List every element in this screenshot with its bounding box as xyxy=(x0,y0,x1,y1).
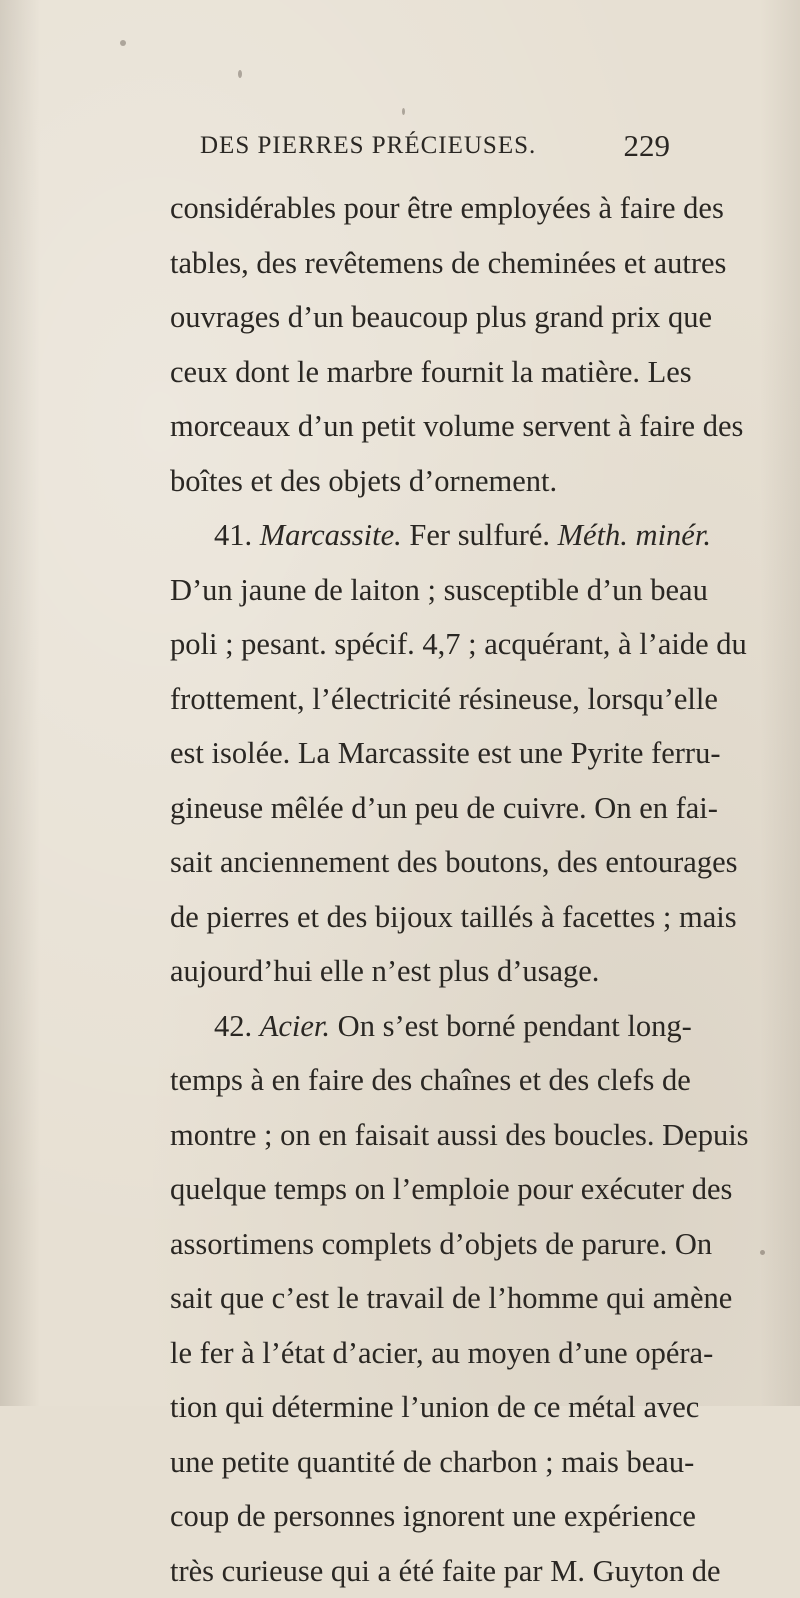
text-line: tion qui détermine l’union de ce métal avec xyxy=(170,1380,680,1435)
text-line: boîtes et des objets d’ornement. xyxy=(170,454,680,509)
text-line: de pierres et des bijoux taillés à facettes ; mais xyxy=(170,890,680,945)
text-line: le fer à l’état d’acier, au moyen d’une opéra- xyxy=(170,1326,680,1381)
running-header xyxy=(200,132,670,172)
text-line: ceux dont le marbre fournit la matière. Les xyxy=(170,345,680,400)
entry-42-number: 42. xyxy=(214,1009,252,1043)
text-line: ouvrages d’un beaucoup plus grand prix que xyxy=(170,290,680,345)
text-line: coup de personnes ignorent une expérience xyxy=(170,1489,680,1544)
text-line: est isolée. La Marcassite est une Pyrite ferru- xyxy=(170,726,680,781)
entry-42-heading-line xyxy=(170,999,680,1054)
entry-41-abbrev: Méth. minér. xyxy=(558,518,711,552)
text-line: temps à en faire des chaînes et des clefs de xyxy=(170,1053,680,1108)
running-title: DES PIERRES PRÉCIEUSES. xyxy=(200,132,536,160)
entry-41-after-term: Fer sulfuré. xyxy=(402,518,558,552)
text-line: montre ; on en faisait aussi des boucles. Depuis xyxy=(170,1108,680,1163)
text-line: poli ; pesant. spécif. 4,7 ; acquérant, à l’aide du xyxy=(170,617,680,672)
text-line: assortimens complets d’objets de parure. On xyxy=(170,1217,680,1272)
entry-41-heading-line xyxy=(170,508,680,563)
paper-speck xyxy=(120,40,126,46)
text-line: gineuse mêlée d’un peu de cuivre. On en fai- xyxy=(170,781,680,836)
paper-speck xyxy=(760,1250,765,1255)
text-line: aujourd’hui elle n’est plus d’usage. xyxy=(170,944,680,999)
entry-41-number: 41. xyxy=(214,518,252,552)
text-line: considérables pour être employées à faire des xyxy=(170,181,680,236)
text-line: sait que c’est le travail de l’homme qui amène xyxy=(170,1271,680,1326)
text-line: tables, des revêtemens de cheminées et autres xyxy=(170,236,680,291)
text-line: D’un jaune de laiton ; susceptible d’un beau xyxy=(170,563,680,618)
text-line: sait anciennement des boutons, des entourages xyxy=(170,835,680,890)
text-line: frottement, l’électricité résineuse, lorsqu’elle xyxy=(170,672,680,727)
text-line: une petite quantité de charbon ; mais beau- xyxy=(170,1435,680,1490)
text-line: quelque temps on l’emploie pour exécuter des xyxy=(170,1162,680,1217)
paper-speck xyxy=(238,70,242,78)
entry-41-term: Marcassite. xyxy=(260,518,402,552)
text-line: très curieuse qui a été faite par M. Guyton de xyxy=(170,1544,680,1598)
entry-42-after-term: On s’est borné pendant long- xyxy=(330,1009,692,1043)
body-text xyxy=(170,181,680,1598)
page-number: 229 xyxy=(624,128,671,164)
entry-42-term: Acier. xyxy=(260,1009,330,1043)
paper-speck xyxy=(402,108,405,115)
text-line: morceaux d’un petit volume servent à faire des xyxy=(170,399,680,454)
